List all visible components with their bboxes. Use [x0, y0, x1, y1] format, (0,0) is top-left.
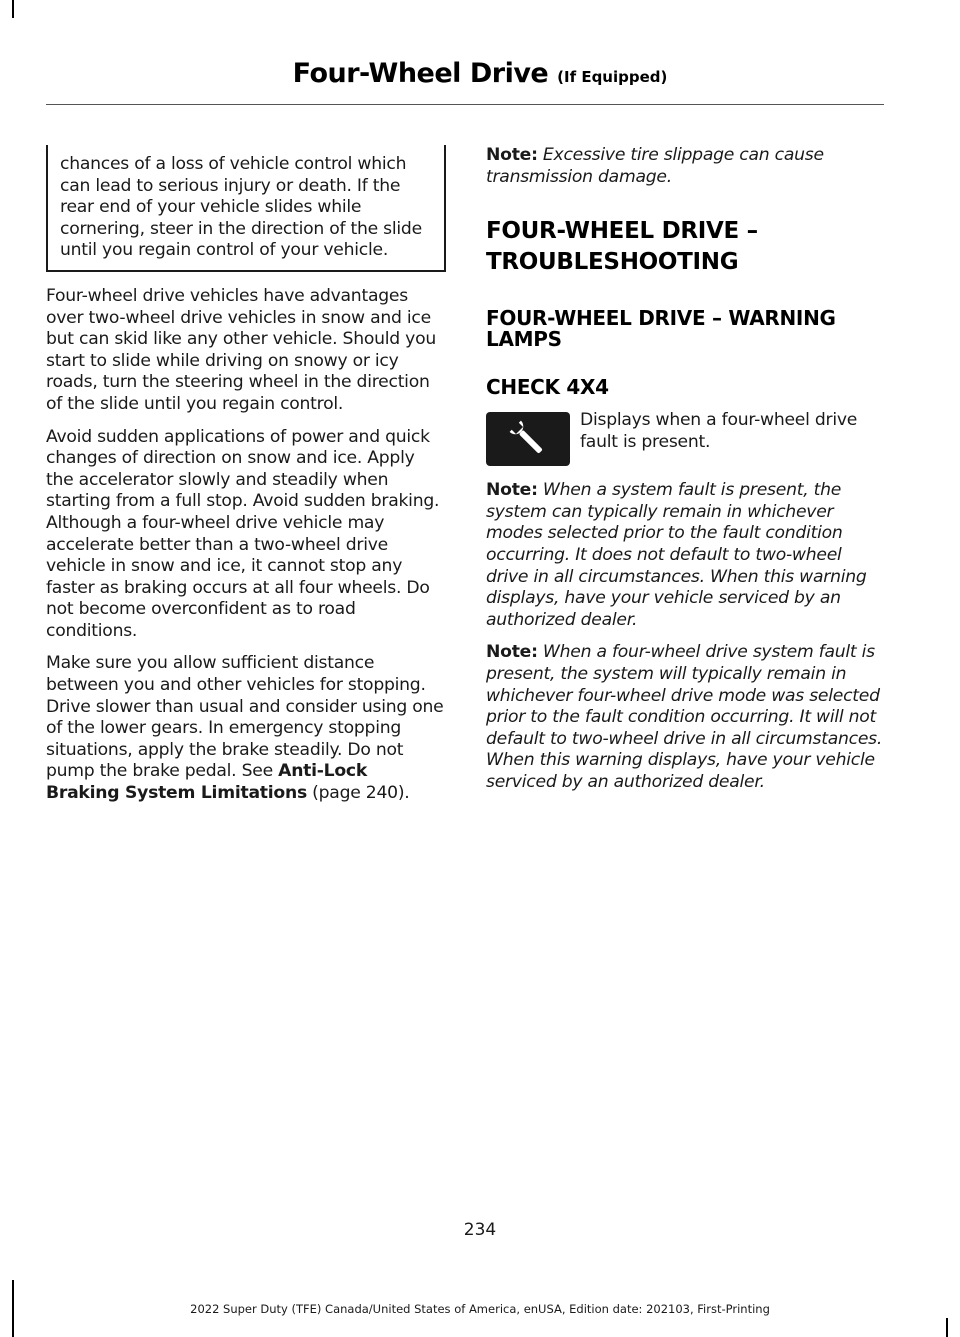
page-reference: (page 240). [306, 783, 410, 804]
note-4wd-system-fault [486, 642, 884, 793]
note-label: Note: [486, 642, 538, 663]
page-number: 234 [463, 1220, 497, 1240]
warning-text: chances of a loss of vehicle control which can lead to serious injury or death. If the rear end of your vehicle slides while cornering, steer in the direction of the slide until you regain control of your vehicle. [60, 154, 422, 261]
note-text: Excessive tire slippage can cause transmission damage. [486, 145, 824, 187]
note-text: When a four-wheel drive system fault is present, the system will typically remain in whichever four-wheel drive mode was selected prior to the fault condition occurring. It will not default to two-wheel drive in all circumstances. When this warning displays, have your vehicle serviced by an authorized dealer. [486, 642, 883, 792]
crop-mark-bottom-right [946, 1318, 948, 1337]
left-column [46, 145, 446, 816]
section-heading-line2: TROUBLESHOOTING [486, 249, 739, 276]
page-title-main: Four-Wheel Drive [292, 58, 549, 89]
lamp-description: Displays when a four-wheel drive fault is present. [580, 410, 858, 452]
note-label: Note: [486, 145, 538, 165]
paragraph-skid: Four-wheel drive vehicles have advantages over two-wheel drive vehicles in snow and ice but can skid like any other vehicle. Should you start to slide while driving on snowy or icy roads, turn the steering wheel in the direction of the slide until you regain control. [46, 285, 436, 414]
note-label: Note: [486, 480, 538, 501]
footer-edition: 2022 Super Duty (TFE) Canada/United States of America, enUSA, Edition date: 202103, First-Printing [190, 1302, 770, 1316]
page-title [0, 58, 960, 89]
paragraph-sudden-applications: Avoid sudden applications of power and quick changes of direction on snow and ice. Apply the accelerator slowly and steadily when starting from a full stop. Avoid sudden braking. Although a four-wheel drive vehicle may accelerate better than a two-wheel drive vehicle in snow and ice, it cannot stop any faster as braking occurs at all four wheels. Do not become overconfident as to road conditions. [46, 426, 440, 641]
right-column [486, 145, 884, 805]
note-system-fault [486, 480, 884, 631]
subsection-heading: FOUR-WHEEL DRIVE – WARNING LAMPS [486, 306, 836, 352]
note-text: When a system fault is present, the system can typically remain in whichever modes selected prior to the fault condition occurring. It does not default to two-wheel drive in all circumstances. When this warning displays, have your vehicle serviced by an authorized dealer. [486, 480, 867, 630]
lamp-heading: CHECK 4X4 [486, 375, 609, 400]
note-tire-slippage [486, 145, 884, 188]
header-divider [46, 104, 884, 105]
warning-box [46, 145, 446, 272]
wrench-icon [486, 412, 570, 466]
warning-lamp-row [486, 412, 884, 466]
section-heading-line1: FOUR-WHEEL DRIVE – [486, 218, 758, 245]
page-title-suffix: (If Equipped) [557, 68, 668, 86]
paragraph-stopping-text: Make sure you allow sufficient distance between you and other vehicles for stopping. Drive slower than usual and consider using one of the lower gears. In emergency stopping situations, apply the brake steadily. Do not pump the brake pedal. See [46, 653, 444, 782]
crop-mark-top-left [12, 0, 14, 18]
abs-limitations-link[interactable]: Anti-Lock Braking System Limitations [46, 761, 368, 804]
paragraph-stopping-distance [46, 653, 446, 804]
